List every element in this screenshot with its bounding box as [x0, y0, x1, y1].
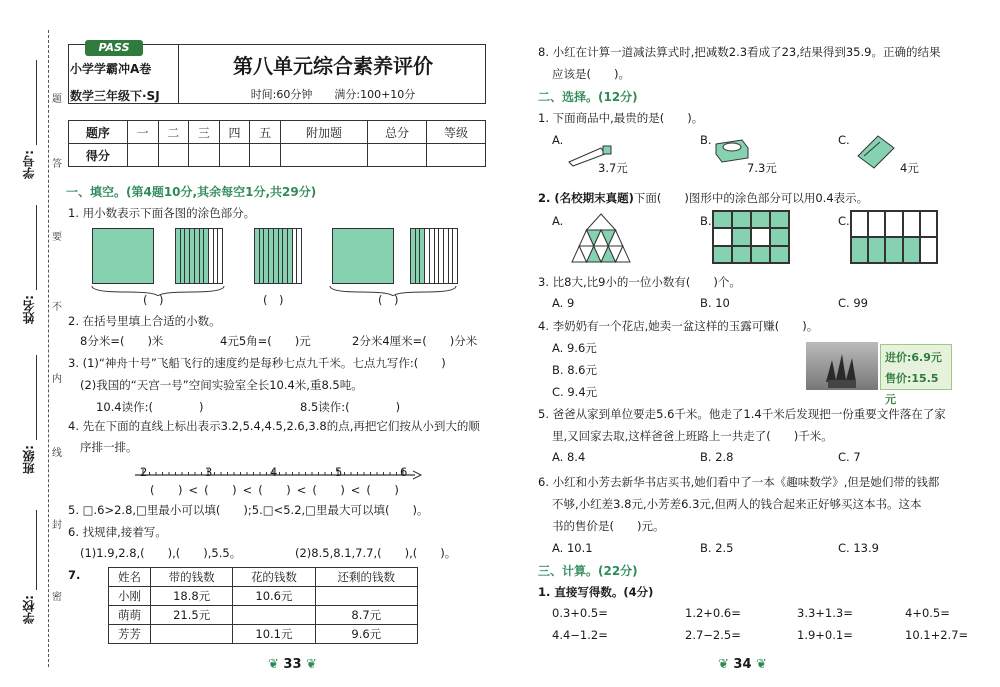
sprout-icon: ❦: [268, 657, 284, 672]
calc-item[interactable]: 3.3+1.3=: [797, 606, 853, 620]
q4-line1: 4. 先在下面的直线上标出表示3.2,5.4,4.5,2.6,3.8的点,再把它们按从小到大的顺: [68, 419, 480, 433]
table-header: 还剩的钱数: [315, 568, 417, 587]
c4-option[interactable]: B. 8.6元: [552, 363, 597, 377]
seal-char: 密: [52, 592, 62, 603]
table-cell: 五: [250, 121, 281, 144]
strip-10-parts: [410, 228, 458, 284]
q6-a[interactable]: (1)1.9,2.8,( ),( ),5.5。: [80, 546, 242, 560]
table-cell: 9.6元: [315, 625, 417, 644]
q4-line2: 序排一排。: [80, 440, 138, 454]
q2-item[interactable]: 4元5角=( )元: [220, 334, 311, 348]
table-cell: 8.7元: [315, 606, 417, 625]
table-cell[interactable]: [427, 144, 486, 167]
q1-blank-3[interactable]: ( ): [378, 293, 399, 307]
table-cell: 10.6元: [233, 587, 315, 606]
q2-item[interactable]: 8分米=( )米: [80, 334, 164, 348]
strip-10-parts: [254, 228, 302, 284]
c4-text[interactable]: 4. 李奶奶有一个花店,她卖一盆这样的玉露可赚( )。: [538, 319, 819, 333]
c3-option[interactable]: C. 99: [838, 296, 868, 310]
square-full-green: [92, 228, 154, 284]
q1-blank-2[interactable]: ( ): [263, 293, 284, 307]
soap-box-icon: [712, 136, 752, 164]
q2-item[interactable]: 2分米4厘米=( )分米: [352, 334, 478, 348]
c2-option[interactable]: B.: [700, 214, 712, 228]
calc-item[interactable]: 2.7−2.5=: [685, 628, 741, 642]
c6-option[interactable]: B. 2.5: [700, 541, 734, 555]
sprout-icon: ❦: [301, 657, 317, 672]
c3-option[interactable]: B. 10: [700, 296, 730, 310]
seal-char: 线: [52, 448, 62, 459]
square-full-green: [332, 228, 394, 284]
seal-char: 题: [52, 94, 62, 105]
table-cell[interactable]: [368, 144, 427, 167]
table-cell: 三: [189, 121, 220, 144]
q3-read2[interactable]: 8.5读作:( ): [300, 400, 401, 414]
towel-icon: [852, 134, 898, 170]
calc-item[interactable]: 4+0.5=: [905, 606, 950, 620]
student-id-line: [36, 60, 37, 145]
exam-score: 满分:100+10分: [334, 88, 416, 101]
seal-char: 封: [52, 520, 62, 531]
calc-item[interactable]: 4.4−1.2=: [552, 628, 608, 642]
table-cell[interactable]: [219, 144, 250, 167]
price-box: [880, 344, 952, 406]
table-row: [109, 625, 418, 644]
c3-text[interactable]: 3. 比8大,比9小的一位小数有( )个。: [538, 275, 741, 289]
c1-option[interactable]: C.: [838, 133, 850, 147]
table-row: [109, 587, 418, 606]
table-cell: 一: [127, 121, 158, 144]
calc-item[interactable]: 0.3+0.5=: [552, 606, 608, 620]
table-cell: 得分: [69, 144, 128, 167]
table-cell[interactable]: [158, 144, 189, 167]
q3-read1[interactable]: 10.4读作:( ): [96, 400, 204, 414]
number-line: [130, 462, 425, 482]
q3-line2: (2)我国的“天宫一号”空间实验室全长10.4米,重8.5吨。: [80, 378, 363, 392]
q8-line1: 8. 小红在计算一道减法算式时,把减数2.3看成了23,结果得到35.9。正确的结果: [538, 45, 941, 59]
page-number-right: ❦ 34 ❦: [718, 657, 767, 672]
page-number-left: ❦ 33 ❦: [268, 657, 317, 672]
sprout-icon: ❦: [718, 657, 734, 672]
tick-label: 5: [335, 465, 343, 479]
table-row: [69, 144, 486, 167]
table-cell: 总分: [368, 121, 427, 144]
table-cell: 四: [219, 121, 250, 144]
table-cell[interactable]: [127, 144, 158, 167]
sprout-icon: ❦: [751, 657, 767, 672]
c6-line2: 不够,小红差3.8元,小芳差6.3元,但两人的钱合起来正好够买这本书。这本: [552, 497, 922, 511]
table-cell: 小刚: [109, 587, 151, 606]
table-cell: 18.8元: [151, 587, 233, 606]
pass-logo: PASS: [85, 40, 143, 56]
calc-title: 1. 直接写得数。(4分): [538, 585, 654, 599]
q5-text[interactable]: 5. □.6>2.8,□里最小可以填( );5.□<5.2,□里最大可以填( )。: [68, 503, 429, 517]
table-row: [109, 606, 418, 625]
table-cell[interactable]: [250, 144, 281, 167]
c2-tag: 2. (名校期末真题): [538, 191, 634, 205]
c4-option[interactable]: C. 9.4元: [552, 385, 598, 399]
q1-text: 1. 用小数表示下面各图的涂色部分。: [68, 206, 256, 220]
triangle-figure: [570, 212, 632, 264]
header-left: [70, 60, 178, 104]
table-cell: 附加题: [281, 121, 368, 144]
c1-text[interactable]: 1. 下面商品中,最贵的是( )。: [538, 111, 704, 125]
c2-line[interactable]: [538, 190, 868, 206]
c6-line3[interactable]: 书的售价是( )元。: [552, 519, 665, 533]
table-header: 姓名: [109, 568, 151, 587]
c5-option[interactable]: C. 7: [838, 450, 861, 464]
table-row: [109, 568, 418, 587]
grid-4x3: [712, 210, 790, 264]
table-cell: 题序: [69, 121, 128, 144]
score-table: [68, 120, 486, 167]
c1-price: 4元: [900, 161, 919, 175]
q8-line2[interactable]: 应该是( )。: [552, 67, 630, 81]
tick-label: 6: [400, 465, 408, 479]
binding-dashed-line: [48, 30, 49, 667]
tick-label: 2: [140, 465, 148, 479]
c1-option[interactable]: A.: [552, 133, 564, 147]
table-cell: 萌萌: [109, 606, 151, 625]
c5-line2[interactable]: 里,又回家去取,这样爸爸上班路上一共走了( )千米。: [552, 429, 833, 443]
q3-line1[interactable]: 3. (1)“神舟十号”飞船飞行的速度约是每秒七点九千米。七点九写作:( ): [68, 356, 446, 370]
tick-label: 3: [205, 465, 213, 479]
c5-line1: 5. 爸爸从家到单位要走5.6千米。他走了1.4千米后发现把一份重要文件落在了家: [538, 407, 946, 421]
exam-time: 时间:60分钟: [250, 88, 313, 101]
c2-option[interactable]: C.: [838, 214, 850, 228]
c1-price: 3.7元: [598, 161, 628, 175]
section-1-title: 一、填空。(第4题10分,其余每空1分,共29分): [66, 185, 317, 199]
seal-char: 要: [52, 232, 62, 243]
q2-text: 2. 在括号里填上合适的小数。: [68, 314, 221, 328]
q1-blank-1[interactable]: ( ): [143, 293, 164, 307]
seal-char: 不: [52, 302, 62, 313]
table-cell[interactable]: [233, 606, 315, 625]
class-label: 班级:: [22, 445, 36, 474]
c2-text: 下面( )图形中的涂色部分可以用0.4表示。: [633, 191, 869, 205]
table-cell[interactable]: [189, 144, 220, 167]
calc-item[interactable]: 1.2+0.6=: [685, 606, 741, 620]
table-cell[interactable]: [281, 144, 368, 167]
exam-info: [180, 86, 486, 102]
c1-price: 7.3元: [747, 161, 777, 175]
table-cell: 芳芳: [109, 625, 151, 644]
name-line: [36, 205, 37, 290]
calc-item[interactable]: 1.9+0.1=: [797, 628, 853, 642]
student-id-label: 学号:: [22, 150, 36, 179]
table-header: 花的钱数: [233, 568, 315, 587]
strip-10-parts: [175, 228, 223, 284]
c6-option[interactable]: C. 13.9: [838, 541, 879, 555]
c5-option[interactable]: B. 2.8: [700, 450, 734, 464]
table-cell: 21.5元: [151, 606, 233, 625]
section-2-title: 二、选择。(12分): [538, 90, 638, 104]
q4-order[interactable]: ( )<( )<( )<( )<( ): [150, 483, 405, 497]
q6-text: 6. 找规律,接着写。: [68, 525, 167, 539]
c2-option[interactable]: A.: [552, 214, 564, 228]
q6-b[interactable]: (2)8.5,8.1,7.7,( ),( )。: [295, 546, 457, 560]
series-name: 小学学霸冲A卷: [70, 62, 152, 76]
header-divider: [178, 44, 179, 104]
c1-option[interactable]: B.: [700, 133, 712, 147]
school-label: 学校:: [22, 595, 36, 624]
tick-label: 4: [270, 465, 278, 479]
table-cell: 等级: [427, 121, 486, 144]
c3-option[interactable]: A. 9: [552, 296, 575, 310]
seal-char: 答: [52, 159, 62, 170]
school-line: [36, 510, 37, 590]
name-label: 姓名:: [22, 295, 36, 324]
class-line: [36, 355, 37, 440]
money-table: [108, 567, 418, 644]
table-row: [69, 121, 486, 144]
table-cell: 二: [158, 121, 189, 144]
c6-option[interactable]: A. 10.1: [552, 541, 593, 555]
c5-option[interactable]: A. 8.4: [552, 450, 586, 464]
buy-price: 进价:6.9元: [885, 351, 942, 364]
section-3-title: 三、计算。(22分): [538, 564, 638, 578]
table-header: 带的钱数: [151, 568, 233, 587]
succulent-icon: [806, 342, 878, 390]
page-title: 第八单元综合素养评价: [233, 54, 433, 78]
table-cell[interactable]: [151, 625, 233, 644]
grade-name: 数学三年级下·SJ: [70, 89, 160, 103]
table-cell[interactable]: [315, 587, 417, 606]
c6-line1: 6. 小红和小芳去新华书店买书,她们看中了一本《趣味数学》,但是她们带的钱都: [538, 475, 940, 489]
table-cell: 10.1元: [233, 625, 315, 644]
grid-5x2: [850, 210, 938, 264]
c4-option[interactable]: A. 9.6元: [552, 341, 597, 355]
sell-price: 售价:15.5元: [885, 372, 939, 406]
seal-char: 内: [52, 374, 62, 385]
succulent-photo: [806, 342, 878, 390]
calc-item[interactable]: 10.1+2.7=: [905, 628, 969, 642]
q7-number: 7.: [68, 568, 81, 582]
